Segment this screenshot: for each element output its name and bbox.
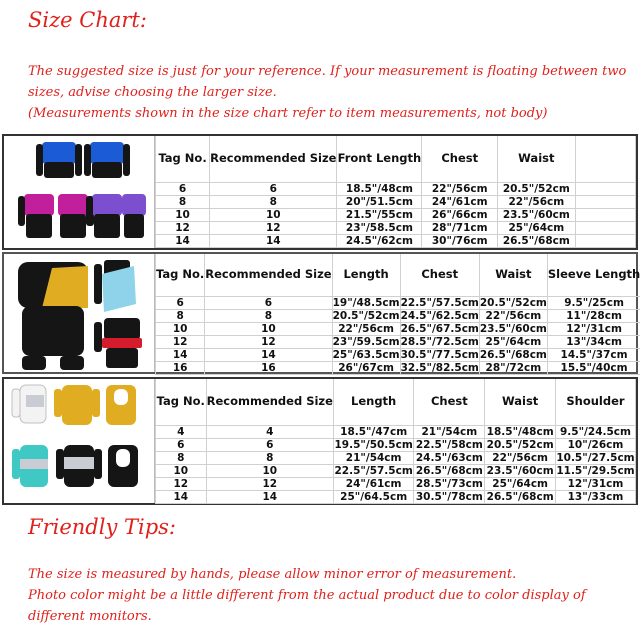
table-cell: 13"/33cm [555,490,635,503]
header-cell: Tag No. [156,379,207,425]
tip-line-1: The size is measured by hands, please allow minor error of measurement. [28,567,517,582]
size-table-section-3 [2,377,638,505]
table-cell: 30.5"/77.5cm [400,348,479,361]
table-row [156,182,636,195]
size-table-section-2 [2,252,638,374]
table-cell [575,182,635,195]
table-cell: 10.5"/27.5cm [556,451,635,464]
intro-line-1: The suggested size is just for your reference. If your measurement is floating between two [28,64,627,79]
table-cell [575,234,635,247]
table-cell: 8 [156,451,207,464]
table-cell: 20.5"/52cm [498,182,575,195]
table-cell: 24"/61cm [422,195,498,208]
table-cell: 26"/66cm [422,208,498,221]
leotard-product-image [4,136,152,248]
table-cell: 11"/28cm [547,309,640,322]
table-cell: 32.5"/82.5cm [400,361,479,374]
header-cell: Recommended Size [210,136,337,182]
table-cell: 8 [156,195,210,208]
table-cell: 24"/61cm [333,477,413,490]
table-cell: 10 [156,208,210,221]
table-cell: 6 [210,182,337,195]
table-cell: 9.5"/24.5cm [555,425,635,438]
table-cell: 10 [205,322,332,335]
table-cell: 15.5"/40cm [547,361,640,374]
table-row [156,322,640,335]
table-cell: 14 [156,234,210,247]
table-cell: 26.5"/68cm [415,464,483,477]
table-cell: 10 [210,208,337,221]
header-cell: Tag No. [156,254,205,296]
table-header-row [156,136,636,182]
table-cell: 20.5"/52cm [332,309,400,322]
tips-title: Friendly Tips: [28,515,176,539]
table-cell: 28"/72cm [479,361,547,374]
header-cell: Length [332,254,400,296]
table-cell: 18.5"/47cm [333,425,413,438]
table-cell: 14 [210,234,337,247]
table-row [156,477,636,490]
table-cell: 12"/31cm [555,477,635,490]
intro-line-2: sizes, advise choosing the larger size. [28,85,277,100]
table-cell: 26.5"/68cm [498,234,575,247]
table-row [156,296,640,309]
header-cell: Length [333,379,413,425]
table-cell: 22"/56cm [332,322,400,335]
table-cell: 26"/67cm [332,361,400,374]
tips-text [28,564,638,627]
table-cell: 23"/58.5cm [337,221,422,234]
table-cell: 23.5"/60cm [498,208,575,221]
table-cell: 24.5"/62.5cm [400,309,479,322]
table-cell: 24.5"/62cm [337,234,422,247]
header-cell [575,136,635,182]
leotard-product-image [4,379,152,503]
header-cell: Recommended Size [205,254,332,296]
table-cell: 8 [205,309,332,322]
table-cell: 12 [156,477,207,490]
table-cell: 23.5"/60cm [486,464,554,477]
header-cell: Shoulder [555,379,635,425]
table-cell: 16 [205,361,332,374]
table-row [156,221,636,234]
table-cell: 25"/64cm [479,335,547,348]
table-cell: 10"/26cm [555,438,635,451]
header-cell: Chest [400,254,479,296]
table-row [156,451,636,464]
size-table-3 [155,379,636,504]
table-cell: 9.5"/25cm [547,296,640,309]
table-cell: 19"/48.5cm [332,296,400,309]
table-cell: 12 [206,477,333,490]
table-cell: 22.5"/57.5cm [334,464,413,477]
table-cell: 4 [206,425,333,438]
table-cell: 14 [156,348,205,361]
table-cell: 22.5"/57.5cm [400,296,479,309]
table-cell: 22"/56cm [422,182,498,195]
size-table-2 [155,254,640,375]
header-cell: Sleeve Length [547,254,640,296]
tip-line-2: Photo color might be a little different from the actual product due to color display of [28,588,586,603]
header-cell: Recommended Size [206,379,333,425]
table-row [156,195,636,208]
table-cell: 19.5"/50.5cm [334,438,413,451]
table-cell: 18.5"/48cm [486,425,554,438]
table-cell: 10 [206,464,333,477]
table-cell: 10 [156,464,207,477]
table-cell: 23.5"/60cm [479,322,547,335]
table-cell: 12 [156,221,210,234]
table-header-row [156,379,636,425]
table-cell: 11.5"/29.5cm [556,464,635,477]
table-cell: 12 [210,221,337,234]
table-cell: 22"/56cm [498,195,575,208]
table-cell: 6 [156,296,205,309]
table-cell: 30"/76cm [422,234,498,247]
table-cell: 21"/54cm [414,425,485,438]
table-cell: 25"/64cm [498,221,575,234]
header-cell: Front Length [337,136,422,182]
header-cell: Waist [485,379,556,425]
product-photo-1 [4,136,155,248]
table-cell: 14 [205,348,332,361]
table-cell: 28.5"/72.5cm [400,335,479,348]
table-row [156,309,640,322]
table-cell: 6 [156,182,210,195]
size-table-1 [155,136,636,248]
table-cell: 12 [205,335,332,348]
product-photo-2 [4,254,155,372]
table-cell: 6 [156,438,207,451]
table-header-row [156,254,640,296]
table-row [156,234,636,247]
size-table-section-1 [2,134,638,250]
table-cell: 8 [206,451,333,464]
table-cell: 20"/51.5cm [337,195,422,208]
table-cell: 14 [206,490,333,503]
table-cell: 8 [210,195,337,208]
table-cell: 12 [156,335,205,348]
table-cell: 25"/64.5cm [333,490,413,503]
table-cell: 26.5"/67.5cm [400,322,479,335]
header-cell: Tag No. [156,136,210,182]
table-cell: 13"/34cm [547,335,640,348]
table-row [156,438,636,451]
table-cell: 14.5"/37cm [547,348,640,361]
table-cell: 4 [156,425,207,438]
table-row [156,335,640,348]
table-cell: 23"/59.5cm [332,335,400,348]
table-row [156,490,636,503]
table-cell: 20.5"/52cm [479,296,547,309]
table-cell: 12"/31cm [547,322,640,335]
header-cell: Waist [479,254,547,296]
table-cell: 22.5"/58cm [415,438,483,451]
table-row [156,208,636,221]
leotard-product-image [4,254,152,372]
table-cell [575,195,635,208]
table-cell: 30.5"/78cm [415,490,483,503]
table-row [156,361,640,374]
table-cell: 28.5"/73cm [415,477,483,490]
header-cell: Chest [422,136,498,182]
table-cell: 6 [205,296,332,309]
table-cell: 25"/64cm [485,477,556,490]
product-photo-3 [4,379,155,503]
table-row [156,425,636,438]
intro-line-3: (Measurements shown in the size chart refer to item measurements, not body) [28,106,548,121]
table-cell: 28"/71cm [422,221,498,234]
intro-text [28,61,638,124]
table-cell: 6 [206,438,333,451]
table-cell: 26.5"/68cm [479,348,547,361]
table-cell: 22"/56cm [479,309,547,322]
header-cell: Chest [414,379,485,425]
header-cell: Waist [498,136,575,182]
tip-line-3: different monitors. [28,609,152,624]
table-cell: 21"/54cm [333,451,413,464]
table-row [156,348,640,361]
table-cell: 16 [156,361,205,374]
table-cell [575,221,635,234]
table-cell: 10 [156,322,205,335]
table-cell: 20.5"/52cm [486,438,554,451]
table-cell: 8 [156,309,205,322]
table-cell [575,208,635,221]
page-title: Size Chart: [28,8,147,32]
table-cell: 25"/63.5cm [332,348,400,361]
table-cell: 22"/56cm [485,451,556,464]
table-cell: 21.5"/55cm [337,208,422,221]
table-cell: 18.5"/48cm [337,182,422,195]
table-cell: 26.5"/68cm [486,490,554,503]
table-row [156,464,636,477]
table-cell: 14 [156,490,207,503]
table-cell: 24.5"/63cm [415,451,483,464]
